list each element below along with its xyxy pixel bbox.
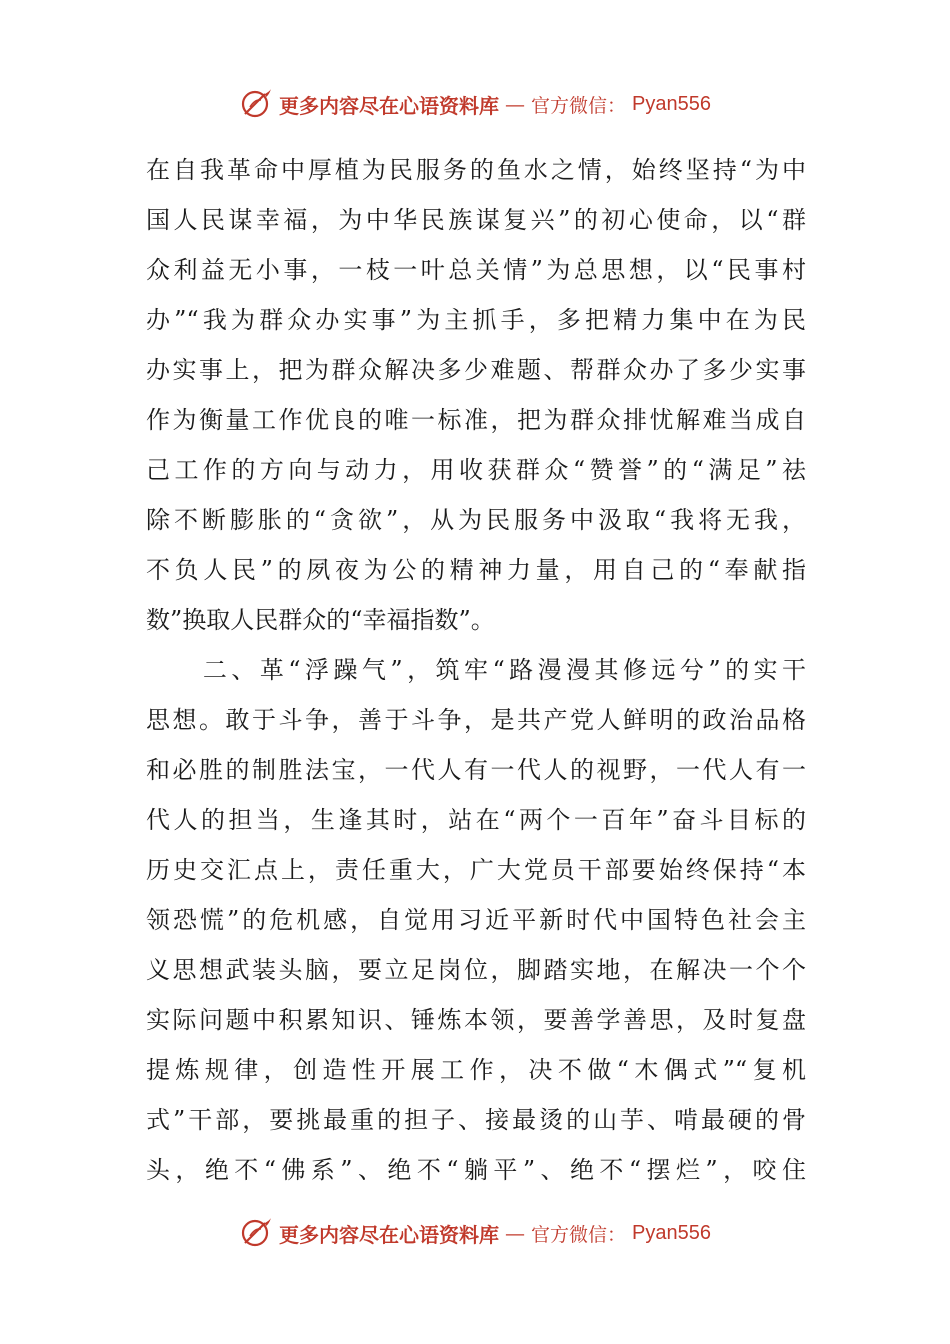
text-line: 作为衡量工作优良的唯一标准，把为群众排忧解难当成自 xyxy=(146,406,806,434)
watermark-wechat-id: Pyan556 xyxy=(632,1221,711,1244)
text-line: 己工作的方向与动力，用收获群众“赞誉”的“满足”祛 xyxy=(146,456,806,484)
text-line: 义思想武装头脑，要立足岗位，脚踏实地，在解决一个个 xyxy=(146,956,806,984)
text-line: 数”换取人民群众的“幸福指数”。 xyxy=(146,606,495,634)
text-line: 历史交汇点上，责任重大，广大党员干部要始终保持“本 xyxy=(146,856,806,884)
text-line: 除不断膨胀的“贪欲”，从为民服务中汲取“我将无我， xyxy=(146,506,806,534)
text-line: 众利益无小事，一枝一叶总关情”为总思想，以“民事村 xyxy=(146,256,806,284)
header-watermark xyxy=(0,84,950,124)
text-line: 思想。敢于斗争，善于斗争，是共产党人鲜明的政治品格 xyxy=(146,706,806,734)
quill-pen-logo-icon xyxy=(239,1216,273,1250)
paragraph-1 xyxy=(146,145,806,645)
watermark-wechat-id: Pyan556 xyxy=(632,92,711,115)
text-line: 不负人民”的夙夜为公的精神力量，用自己的“奉献指 xyxy=(146,556,806,584)
text-line: 国人民谋幸福，为中华民族谋复兴”的初心使命，以“群 xyxy=(146,206,806,234)
text-line: 办”“我为群众办实事”为主抓手，多把精力集中在为民 xyxy=(146,306,806,334)
text-line: 领恐慌”的危机感，自觉用习近平新时代中国特色社会主 xyxy=(146,906,806,934)
watermark-official-label: 官方微信： xyxy=(531,94,627,117)
paragraph-2 xyxy=(146,645,806,1195)
watermark-dash: — xyxy=(505,92,525,116)
quill-pen-logo-icon xyxy=(239,87,273,121)
text-line: 提炼规律，创造性开展工作，决不做“木偶式”“复机 xyxy=(146,1056,806,1084)
text-line: 实际问题中积累知识、锤炼本领，要善学善思，及时复盘 xyxy=(146,1006,806,1034)
text-line: 二、革“浮躁气”，筑牢“路漫漫其修远兮”的实干 xyxy=(146,656,806,684)
text-line: 代人的担当，生逢其时，站在“两个一百年”奋斗目标的 xyxy=(146,806,806,834)
text-line: 办实事上，把为群众解决多少难题、帮群众办了多少实事 xyxy=(146,356,806,384)
text-line: 头，绝不“佛系”、绝不“躺平”、绝不“摆烂”，咬住 xyxy=(146,1156,806,1184)
text-line: 在自我革命中厚植为民服务的鱼水之情，始终坚持“为中 xyxy=(146,156,806,184)
watermark-dash: — xyxy=(505,1221,525,1245)
watermark-official-label: 官方微信： xyxy=(531,1223,627,1246)
text-line: 式”干部，要挑最重的担子、接最烫的山芋、啃最硬的骨 xyxy=(146,1106,806,1134)
watermark-text: 更多内容尽在心语资料库 xyxy=(279,93,499,118)
text-line: 和必胜的制胜法宝，一代人有一代人的视野，一代人有一 xyxy=(146,756,806,784)
document-body xyxy=(146,145,806,1195)
watermark-text: 更多内容尽在心语资料库 xyxy=(279,1222,499,1247)
footer-watermark xyxy=(0,1213,950,1253)
